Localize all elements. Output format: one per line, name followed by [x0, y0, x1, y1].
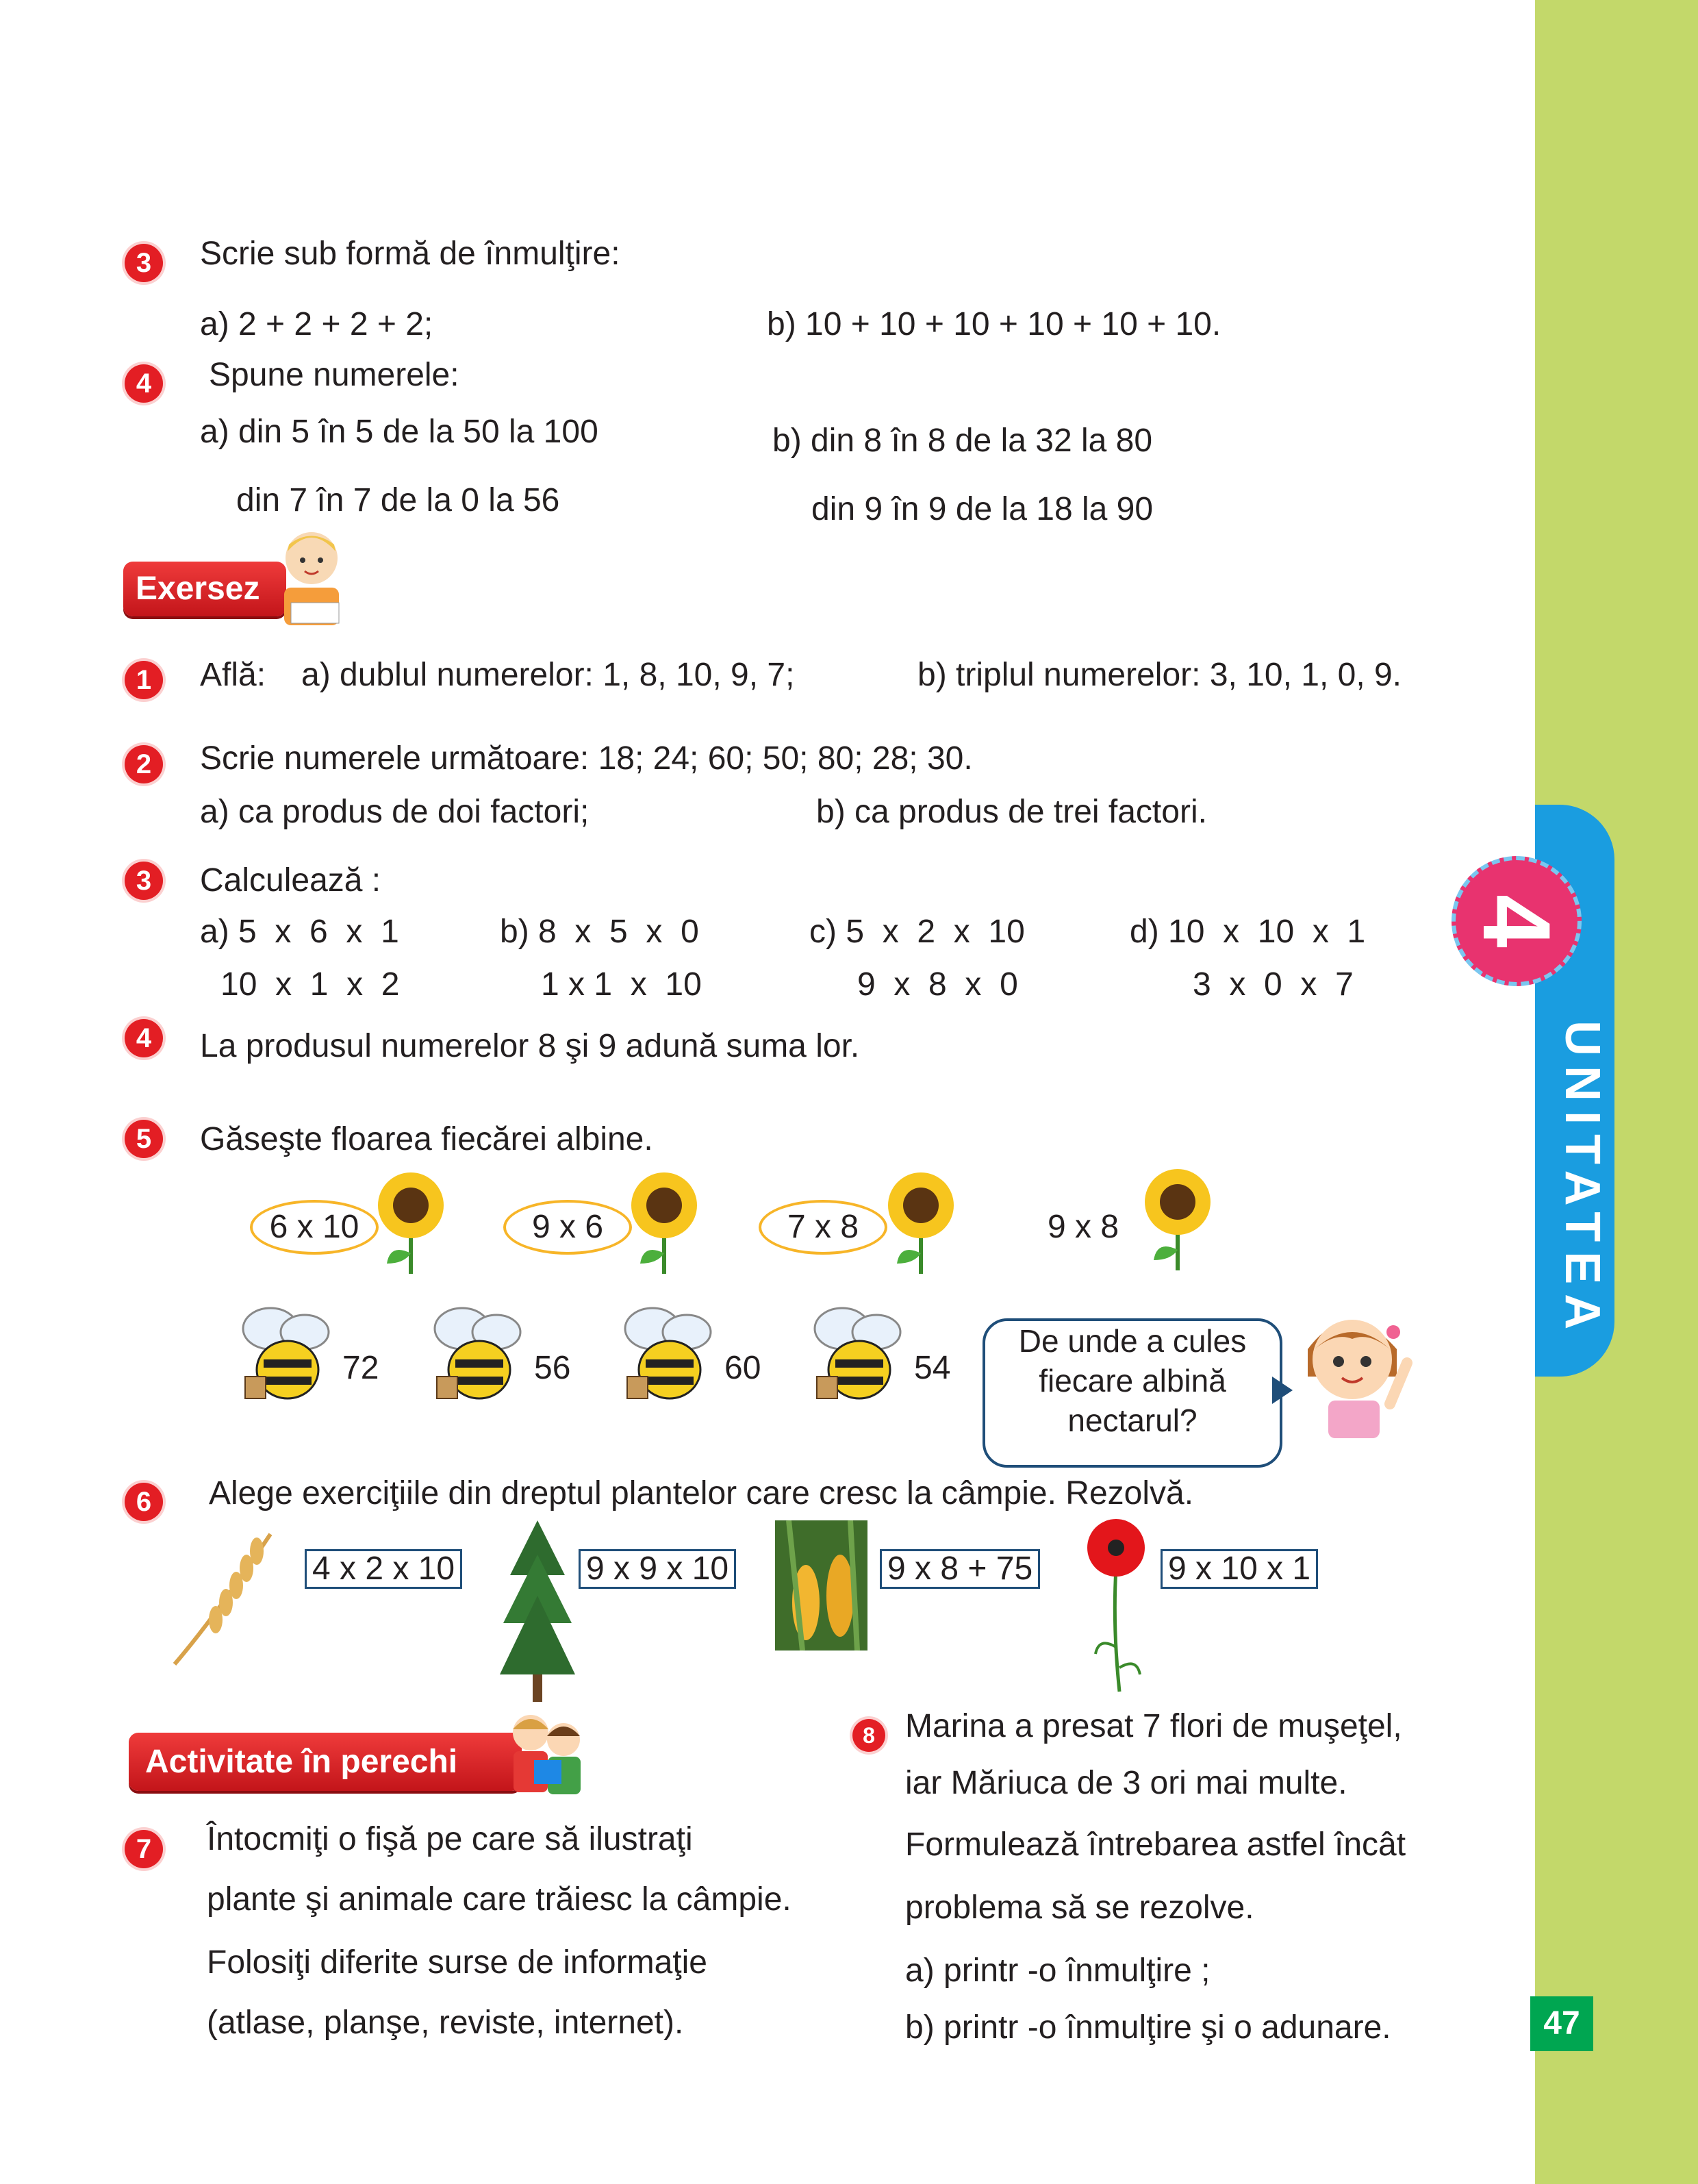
speech-bubble	[983, 1318, 1282, 1468]
exercise-text: Calculează :	[200, 862, 381, 899]
exercise-box: 9 x 8 + 75	[880, 1549, 1040, 1589]
exercise-option: a) 2 + 2 + 2 + 2;	[200, 306, 433, 342]
exercise-box: 9 x 9 x 10	[579, 1549, 736, 1589]
bee-icon	[424, 1301, 534, 1418]
exercise-number: 8	[852, 1719, 885, 1752]
banner-label: Exersez	[136, 570, 260, 607]
exercise-line: (atlase, planşe, reviste, internet).	[207, 2005, 684, 2041]
calc-item: a) 5 x 6 x 1	[200, 914, 399, 950]
exercise-text: La produsul numerelor 8 şi 9 adună suma lor.	[200, 1028, 860, 1064]
corn-icon	[775, 1520, 867, 1650]
banner-label: Activitate în perechi	[145, 1744, 458, 1780]
exercise-text: Scrie numerele următoare: 18; 24; 60; 50; 80; 28; 30.	[200, 740, 973, 777]
exercise-box: 4 x 2 x 10	[305, 1549, 462, 1589]
flower-oval: 9 x 8	[1047, 1209, 1119, 1245]
sunflower-icon	[373, 1168, 448, 1277]
calc-item: c) 5 x 2 x 10	[809, 914, 1025, 950]
bubble-line: De unde a cules	[1018, 1323, 1247, 1359]
bee-number: 56	[534, 1350, 571, 1386]
calc-item: 10 x 1 x 2	[220, 966, 400, 1003]
calc-item: d) 10 x 10 x 1	[1130, 914, 1366, 950]
exercise-option: a) ca produs de doi factori;	[200, 794, 590, 830]
calc-item: b) 8 x 5 x 0	[500, 914, 699, 950]
exercise-option: b) 10 + 10 + 10 + 10 + 10 + 10.	[767, 306, 1221, 342]
bee-icon	[804, 1301, 914, 1418]
bee-icon	[233, 1301, 342, 1418]
exercise-number: 4	[125, 1019, 163, 1057]
calc-item: 1 x 1 x 10	[541, 966, 702, 1003]
exercise-line: Formulează întrebarea astfel încât	[905, 1827, 1406, 1863]
fir-tree-icon	[500, 1520, 575, 1702]
unit-label: UNITATEA	[1555, 1020, 1610, 1340]
exercise-line: problema să se rezolve.	[905, 1890, 1254, 1926]
exercise-line: plante şi animale care trăiesc la câmpie.	[207, 1881, 791, 1918]
flower-oval: 7 x 8	[759, 1200, 887, 1255]
wheat-icon	[161, 1520, 281, 1671]
girl-icon	[1287, 1301, 1414, 1438]
exercise-box: 9 x 10 x 1	[1161, 1549, 1318, 1589]
children-reading-icon	[503, 1709, 589, 1798]
exercise-number: 3	[125, 862, 163, 900]
calc-item: 3 x 0 x 7	[1193, 966, 1354, 1003]
exercise-line: Folosiţi diferite surse de informaţie	[207, 1944, 707, 1981]
exercise-number: 2	[125, 745, 163, 783]
exercise-text: Găseşte floarea fiecărei albine.	[200, 1121, 653, 1157]
exercise-option: din 9 în 9 de la 18 la 90	[811, 491, 1154, 527]
exercise-line: a) printr -o înmulţire ;	[905, 1953, 1211, 1989]
exercise-text: Scrie sub formă de înmulţire:	[200, 236, 620, 272]
bee-icon	[615, 1301, 724, 1418]
exercise-option: a) din 5 în 5 de la 50 la 100	[200, 414, 598, 450]
exercise-line: iar Măriuca de 3 ori mai multe.	[905, 1765, 1347, 1801]
exercise-number: 4	[125, 364, 163, 403]
exercise-number: 7	[125, 1830, 163, 1868]
exercise-text: Alege exerciţiile din dreptul plantelor care cresc la câmpie. Rezolvă.	[209, 1475, 1194, 1511]
page-number: 47	[1530, 1996, 1593, 2051]
child-writing-icon	[274, 527, 349, 630]
exercise-line: Întocmiţi o fişă pe care să ilustraţi	[207, 1821, 693, 1857]
exercise-option: a) dublul numerelor: 1, 8, 10, 9, 7;	[301, 657, 795, 693]
poppy-icon	[1078, 1517, 1154, 1695]
exercise-option: b) din 8 în 8 de la 32 la 80	[772, 423, 1153, 459]
exercise-number: 6	[125, 1483, 163, 1521]
bee-number: 72	[342, 1350, 379, 1386]
exercise-option: b) ca produs de trei factori.	[816, 794, 1207, 830]
flower-oval: 9 x 6	[503, 1200, 632, 1255]
exercise-number: 5	[125, 1120, 163, 1158]
bee-number: 60	[724, 1350, 761, 1386]
exersez-banner	[123, 562, 286, 616]
unit-number: 4	[1463, 894, 1571, 948]
exercise-option: b) triplul numerelor: 3, 10, 1, 0, 9.	[917, 657, 1402, 693]
exercise-text: Spune numerele:	[209, 357, 459, 393]
exercise-lead: Află:	[200, 657, 266, 693]
exercise-number: 3	[125, 244, 163, 282]
calc-item: 9 x 8 x 0	[857, 966, 1018, 1003]
bubble-line: fiecare albină	[1039, 1363, 1226, 1398]
sunflower-icon	[1140, 1164, 1215, 1274]
exercise-option: din 7 în 7 de la 0 la 56	[236, 482, 560, 518]
sunflower-icon	[883, 1168, 959, 1277]
bee-number: 54	[914, 1350, 951, 1386]
exercise-line: b) printr -o înmulţire şi o adunare.	[905, 2009, 1391, 2046]
exercise-number: 1	[125, 661, 163, 699]
bubble-line: nectarul?	[1067, 1403, 1198, 1438]
pairs-banner	[129, 1733, 522, 1791]
exercise-line: Marina a presat 7 flori de muşeţel,	[905, 1708, 1402, 1744]
sunflower-icon	[626, 1168, 702, 1277]
flower-oval: 6 x 10	[250, 1200, 379, 1255]
